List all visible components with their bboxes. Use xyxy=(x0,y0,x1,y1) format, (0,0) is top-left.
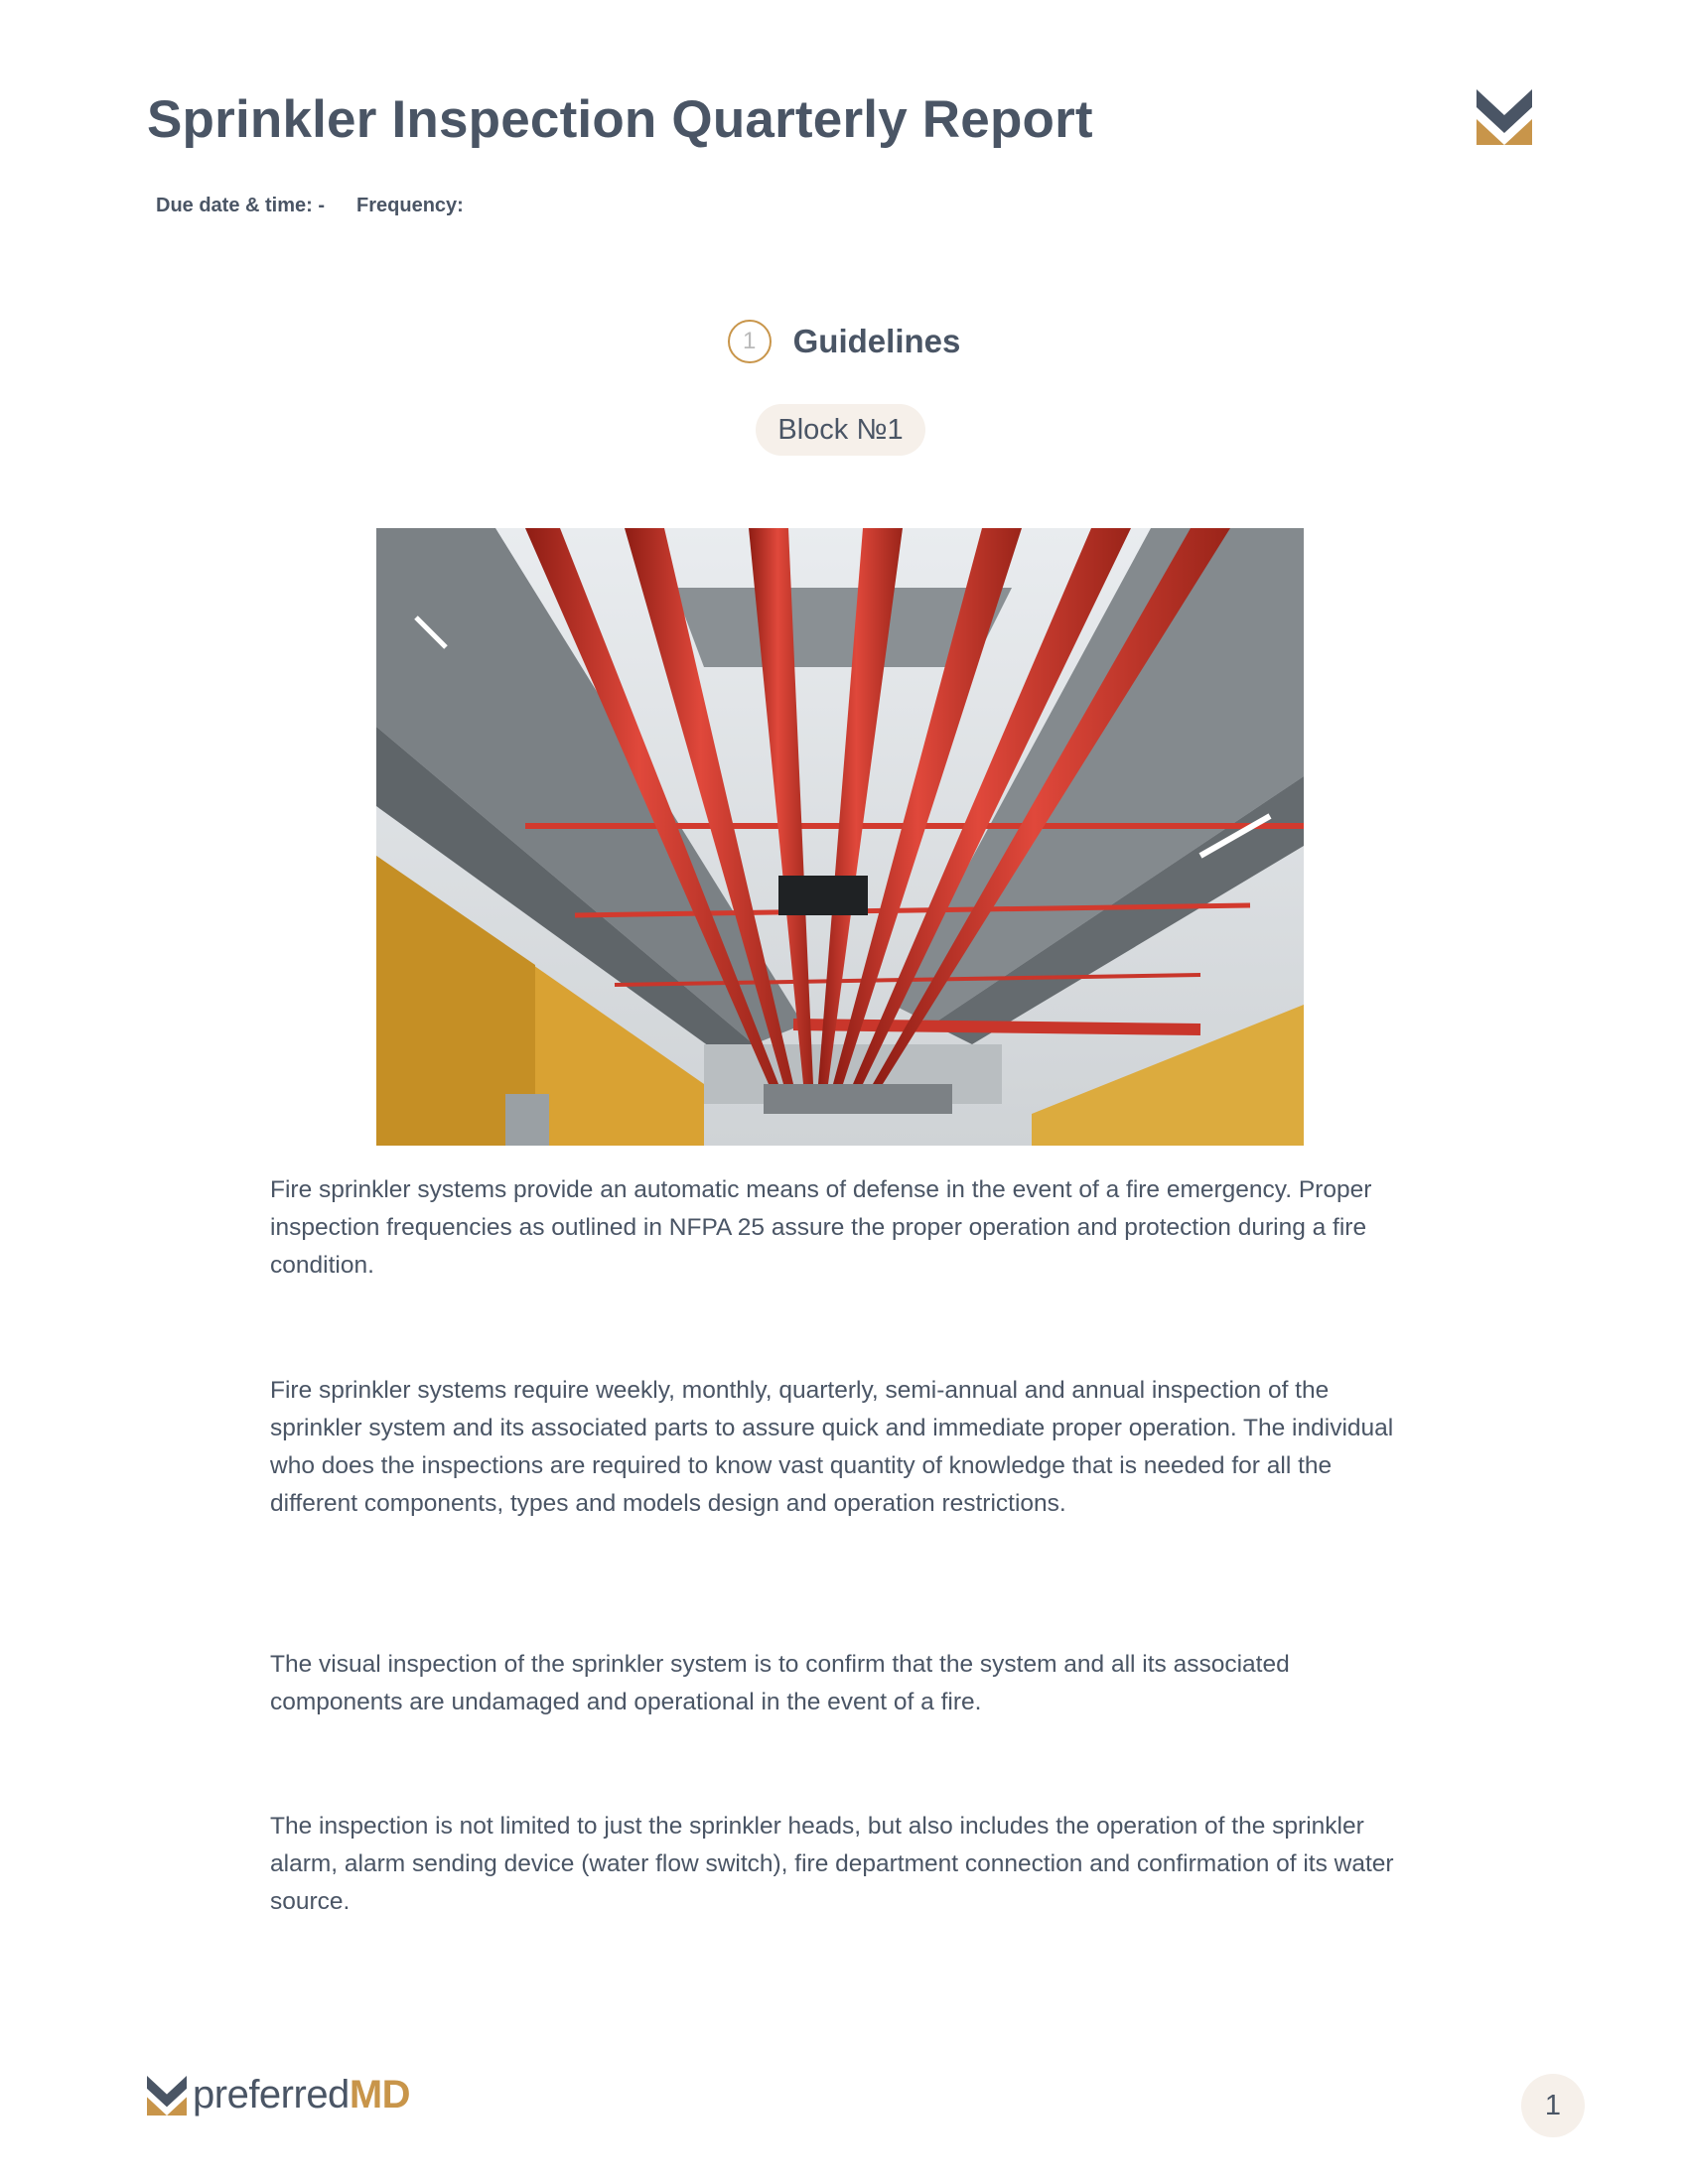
guideline-paragraph: Fire sprinkler systems provide an automatic means of defense in the event of a fire emergency. Proper inspection frequencies as outlined in NFPA 25 assure the proper operation and protection during a fire condition. xyxy=(270,1176,1372,1279)
guideline-paragraph: The visual inspection of the sprinkler system is to confirm that the system and all its associated components are undamaged and operational in the event of a fire. xyxy=(270,1651,1290,1715)
block-label-pill: Block №1 xyxy=(756,404,925,456)
section-title: Guidelines xyxy=(792,323,961,359)
page-number: 1 xyxy=(1521,2074,1585,2137)
footer-brand-logo xyxy=(147,2073,410,2117)
brand-suffix: MD xyxy=(349,2073,411,2116)
sprinkler-pipes-photo xyxy=(376,528,1304,1146)
brand-prefix: preferred xyxy=(193,2073,350,2116)
meta-row xyxy=(156,195,464,217)
section-number-badge: 1 xyxy=(728,320,772,363)
section-header xyxy=(0,320,1688,363)
frequency-label: Frequency: xyxy=(356,195,464,216)
due-date-label: Due date & time: - xyxy=(156,195,326,216)
page-title: Sprinkler Inspection Quarterly Report xyxy=(147,90,1093,149)
guideline-paragraph: The inspection is not limited to just the sprinkler heads, but also includes the operation of the sprinkler alarm, alarm sending device (water flow switch), fire department connection and confirmation of its water source. xyxy=(270,1813,1394,1915)
checkmark-logo-icon xyxy=(1477,89,1532,145)
brand-name xyxy=(193,2073,410,2117)
checkmark-logo-icon xyxy=(147,2076,187,2116)
guideline-paragraph: Fire sprinkler systems require weekly, monthly, quarterly, semi-annual and annual inspection of the sprinkler system and its associated parts to assure quick and immediate proper operation. The individual who does the inspections are required to know vast quantity of knowledge that is needed for all the different components, types and models design and operation restrictions. xyxy=(270,1377,1394,1517)
